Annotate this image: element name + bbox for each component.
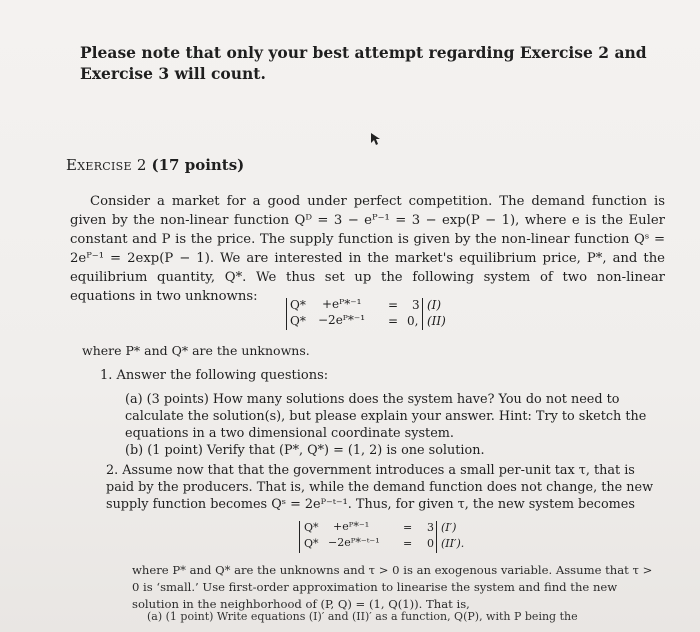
question-1a: (a) (3 points) How many solutions does the system have? You do not need to calculate the solution(s), but please explain your answer. Hint: Try to sketch the equations in a two dimensional coordinate system. [125, 392, 647, 441]
sys2-r2-eq: = [403, 537, 413, 550]
sys2-r2-tag: (II′). [441, 537, 465, 550]
question-2: 2. Assume now that that the government introduces a small per-unit tax τ, that is paid by the producers. That is, while the demand function does not change, the new supply function becomes Qˢ = 2eᴾ⁻ᵗ⁻¹. Thus, for given τ, the new system becomes [106, 463, 654, 512]
question-1-label: 1. Answer the following questions: [100, 368, 329, 383]
sys1-r2-rhs: 0, [407, 314, 419, 328]
sys1-r2-tag: (II) [427, 314, 446, 328]
sys2-r1-eq: = [403, 521, 413, 534]
sys2-r1-term: +eᴾ*⁻¹ [333, 520, 370, 533]
sys2-r1-tag: (I′) [441, 521, 457, 534]
sys1-r2-term: −2eᴾ*⁻¹ [318, 313, 366, 327]
sys1-r1-term: +eᴾ*⁻¹ [322, 297, 362, 311]
question-1b: (b) (1 point) Verify that (P*, Q*) = (1, 2) is one solution. [125, 443, 485, 458]
exercise-heading [66, 156, 244, 174]
sys2-r1-rhs: 3 [427, 521, 434, 534]
attempt-note: Please note that only your best attempt regarding Exercise 2 and Exercise 3 will count. [80, 43, 647, 83]
question-2-continuation: where P* and Q* are the unknowns and τ > 0 is an exogenous variable. Assume that τ > 0 is ‘small.’ Use first-order approximation to linearise the system and find the new solution in the neighborhood of (P, Q) = (1, Q(1)). That is, [132, 563, 653, 611]
exercise-label: Exercise 2 [66, 156, 147, 174]
sys2-r1-var: Q* [304, 521, 319, 534]
sys2-r2-var: Q* [304, 537, 319, 550]
sys1-r1-eq: = [388, 298, 399, 312]
sys2-r2-term: −2eᴾ*⁻ᵗ⁻¹ [328, 536, 380, 549]
sys1-r1-rhs: 3 [412, 298, 420, 312]
sys2-r2-rhs: 0 [427, 537, 434, 550]
question-2a-partial: (a) (1 point) Write equations (I)′ and (II)′ as a function, Q(P), with P being the [147, 610, 578, 623]
exercise-points: (17 points) [151, 156, 245, 174]
sys1-r2-eq: = [388, 314, 399, 328]
sys1-r1-tag: (I) [427, 298, 442, 312]
sys1-r2-var: Q* [290, 314, 306, 328]
unknowns-text: where P* and Q* are the unknowns. [82, 343, 310, 358]
sys1-r1-var: Q* [290, 298, 306, 312]
exercise-intro: Consider a market for a good under perfect competition. The demand function is given by the non-linear function Qᴰ = 3 − eᴾ⁻¹ = 3 − exp(P − 1), where e is the Euler constant and P is the price. The supply function is given by the non-linear function Qˢ = 2eᴾ⁻¹ = 2exp(P − 1). We are interested in the market's equilibrium price, P*, and the equilibrium quantity, Q*. We thus set up the following system of two non-linear equations in two unknowns: [70, 194, 665, 304]
